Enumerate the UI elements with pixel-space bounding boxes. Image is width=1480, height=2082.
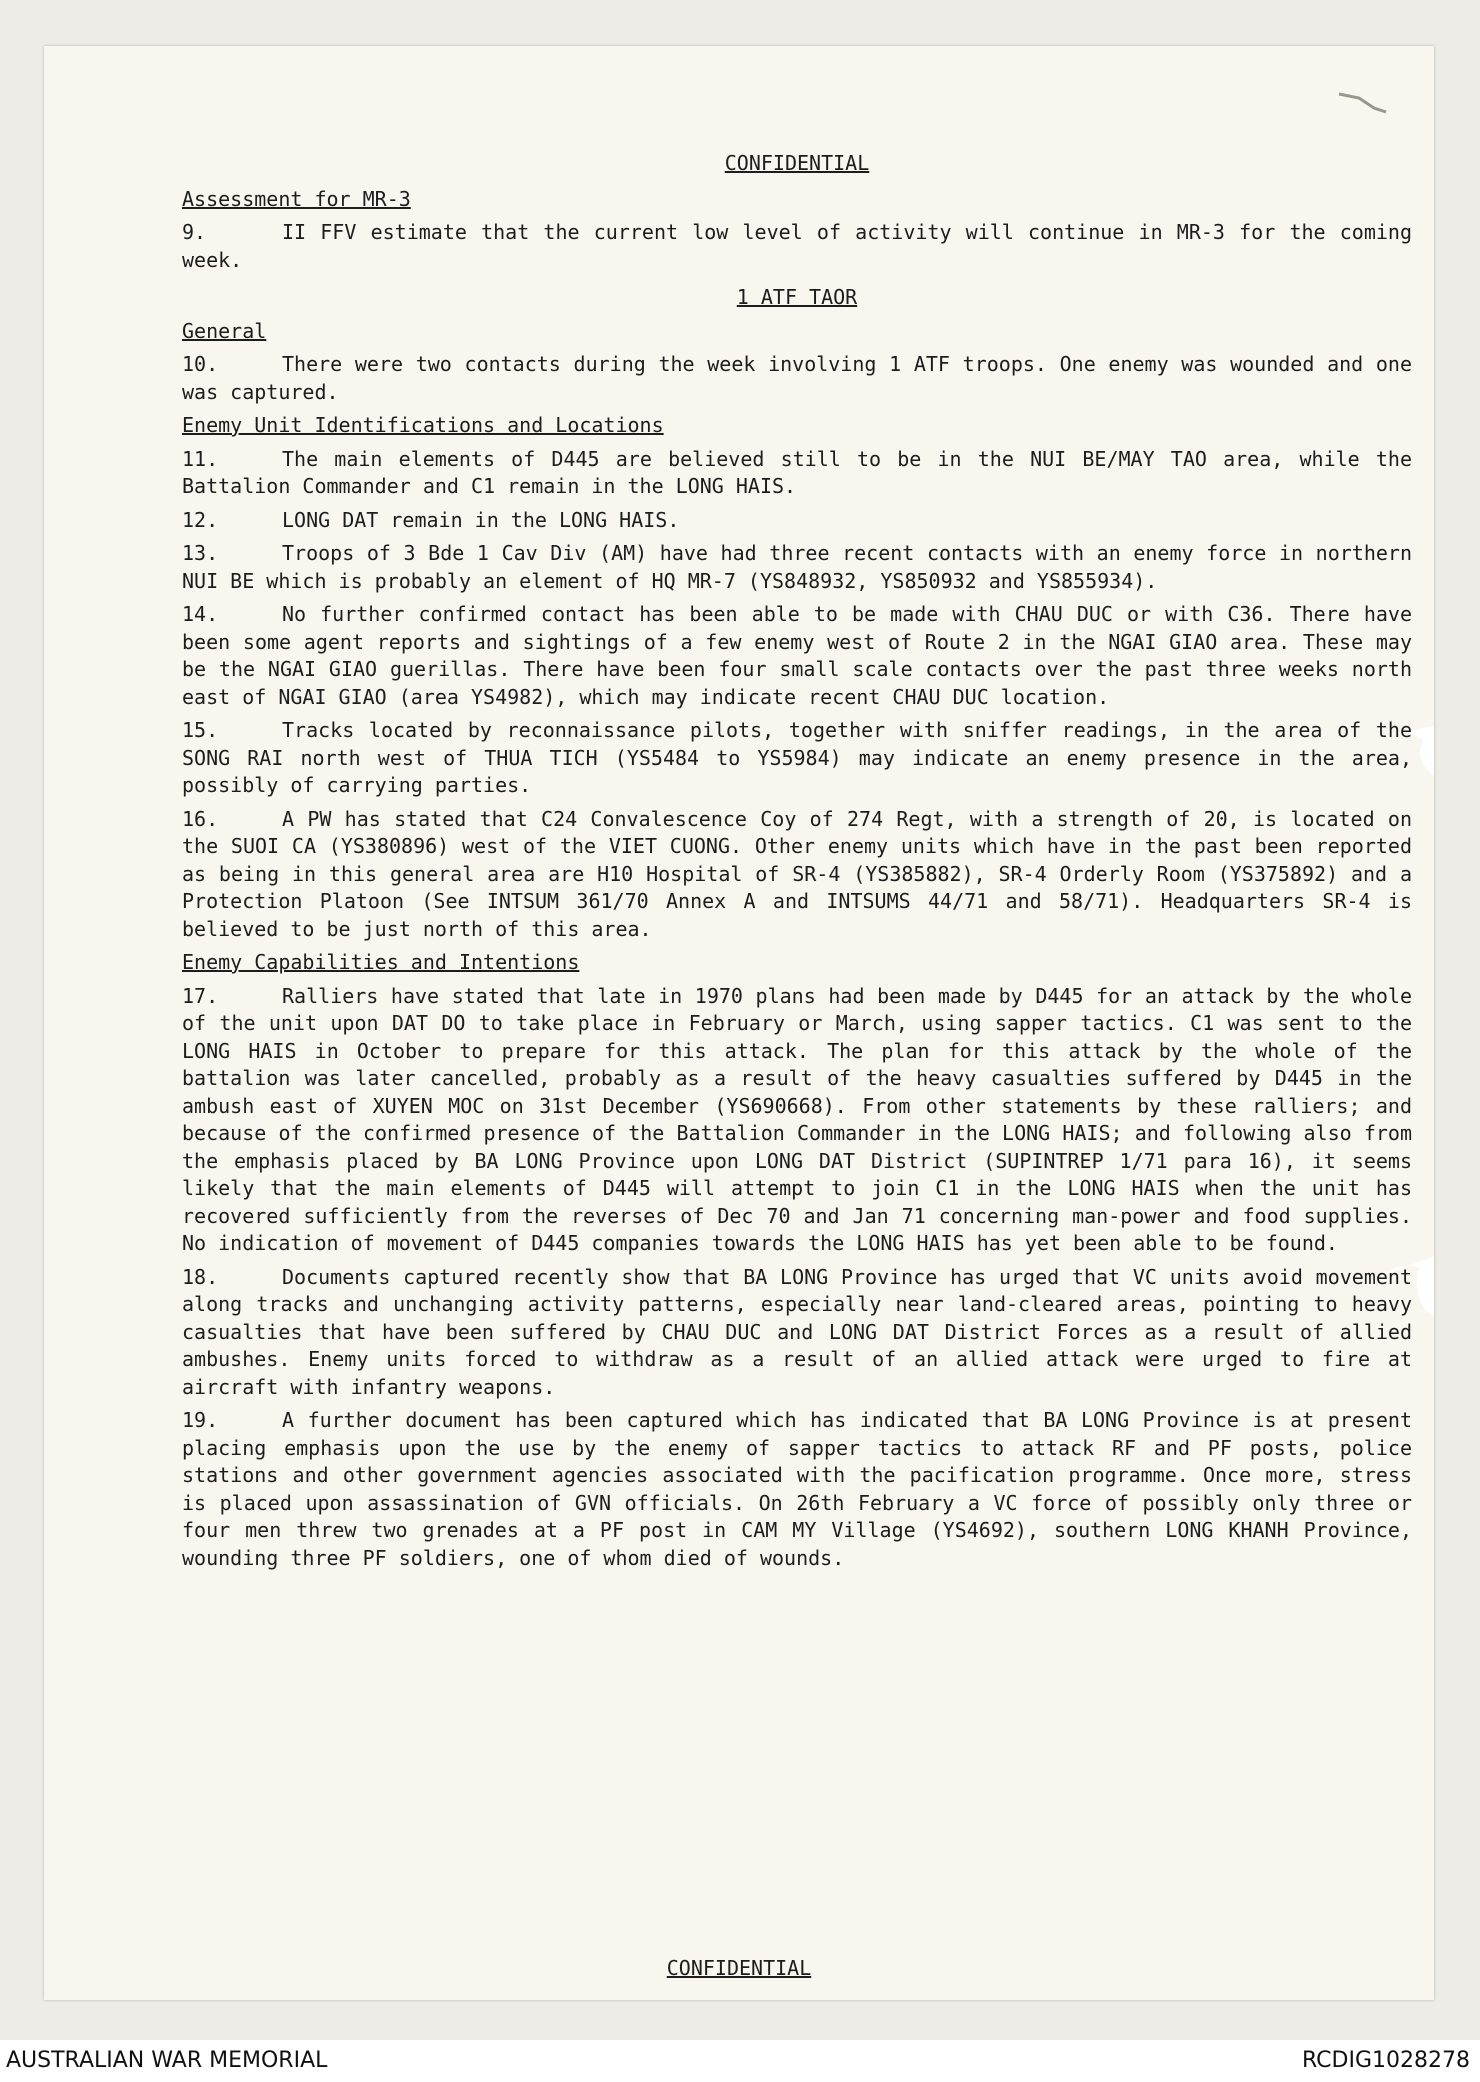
- paragraph-text: There were two contacts during the week involving 1 ATF troops. One enemy was wounded and one was captured.: [182, 352, 1412, 404]
- section-heading: General: [182, 318, 267, 343]
- section-heading: Enemy Unit Identifications and Locations: [182, 413, 664, 437]
- paragraph-text: No further confirmed contact has been able to be made with CHAU DUC or with C36. There have been some agent reports and sightings of a few enemy west of Route 2 in the NGAI GIAO area. These may be the NGAI GIAO guerillas. There have been four small scale contacts over the past three weeks north east of NGAI GIAO (area YS4982), which may indicate recent CHAU DUC location.: [182, 602, 1412, 709]
- document-body: [182, 150, 1412, 1578]
- archive-caption-bar: [0, 2040, 1480, 2082]
- paragraph: [182, 446, 1412, 501]
- paragraph-number: 19.: [182, 1408, 219, 1432]
- paragraph-number: 11.: [182, 446, 219, 471]
- paragraph-number: 13.: [182, 541, 219, 565]
- header-classification: CONFIDENTIAL: [724, 151, 870, 175]
- paragraph: [182, 717, 1412, 800]
- paragraph-text: The main elements of D445 are believed still to be in the NUI BE/MAY TAO area, while the Battalion Commander and C1 remain in the LONG HAIS.: [182, 446, 1412, 498]
- section-heading: Enemy Capabilities and Intentions: [182, 950, 580, 974]
- paragraph: [182, 351, 1412, 406]
- paragraph-text: Tracks located by reconnaissance pilots, together with sniffer readings, in the area of the SONG RAI north west of THUA TICH (YS5484 to YS5984) may indicate an enemy presence in the area, possibly of carrying parties.: [182, 718, 1412, 797]
- paragraph-text: Ralliers have stated that late in 1970 plans had been made by D445 for an attack by the whole of the unit upon DAT DO to take place in February or March, using sapper tactics. C1 was sent to the LONG HAIS in October to prepare for this attack. The plan for this attack by the whole of the battalion was later cancelled, probably as a result of the heavy casualties suffered by D445 in the ambush east of XUYEN MOC on 31st December (YS690668). From other statements by these ralliers; and because of the confirmed presence of the Battalion Commander in the LONG HAIS; and following also from the emphasis placed by BA LONG Province upon LONG DAT District (SUPINTREP 1/71 para 16), it seems likely that the main elements of D445 will attempt to join C1 in the LONG HAIS when the unit has recovered sufficiently from the reverses of Dec 70 and Jan 71 concerning man-power and food supplies. No indication of movement of D445 companies towards the LONG HAIS has yet been able to be found.: [182, 983, 1412, 1255]
- document-page: [44, 46, 1434, 2000]
- paragraph-number: 16.: [182, 806, 219, 831]
- paragraph: [182, 1407, 1412, 1572]
- center-heading: 1 ATF TAOR: [736, 285, 858, 309]
- institution-name: AUSTRALIAN WAR MEMORIAL: [6, 2048, 328, 2073]
- paragraph: [182, 1264, 1412, 1402]
- paragraph-number: 18.: [182, 1264, 219, 1289]
- staple-mark-icon: [1334, 86, 1394, 116]
- paragraph: [182, 507, 1412, 535]
- paragraph-number: 17.: [182, 983, 219, 1008]
- paragraph-number: 10.: [182, 352, 219, 376]
- paragraph: [182, 983, 1412, 1258]
- sections-container: [182, 186, 1412, 1573]
- paragraph-text: A further document has been captured which has indicated that BA LONG Province is at present placing emphasis upon the use by the enemy of sapper tactics to attack RF and PF posts, police stations and other government agencies associated with the pacification programme. Once more, stress is placed upon assassination of GVN officials. On 26th February a VC force of possibly only three or four men threw two grenades at a PF post in CAM MY Village (YS4692), southern LONG KHANH Province, wounding three PF soldiers, one of whom died of wounds.: [182, 1408, 1412, 1570]
- paragraph-number: 9.: [182, 220, 207, 244]
- paragraph-text: LONG DAT remain in the LONG HAIS.: [282, 507, 680, 532]
- paragraph-number: 14.: [182, 602, 219, 626]
- section-heading: Assessment for MR-3: [182, 186, 411, 211]
- paragraph: [182, 219, 1412, 274]
- paragraph-text: II FFV estimate that the current low level of activity will continue in MR-3 for the coming week.: [182, 220, 1412, 272]
- paragraph-text: Documents captured recently show that BA LONG Province has urged that VC units avoid movement along tracks and unchanging activity patterns, especially near land-cleared areas, pointing to heavy casualties that have been suffered by CHAU DUC and LONG DAT District Forces as a result of allied ambushes. Enemy units forced to withdraw as a result of an allied attack were urged to fire at aircraft with infantry weapons.: [182, 1264, 1412, 1399]
- archive-reference: RCDIG1028278: [1301, 2048, 1470, 2073]
- paragraph: [182, 540, 1412, 595]
- paragraph: [182, 601, 1412, 711]
- paragraph: [182, 806, 1412, 944]
- paragraph-number: 15.: [182, 718, 219, 742]
- paragraph-text: A PW has stated that C24 Convalescence Coy of 274 Regt, with a strength of 20, is located on the SUOI CA (YS380896) west of the VIET CUONG. Other enemy units which have in the past been reported as being in this general area are H10 Hospital of SR-4 (YS385882), SR-4 Orderly Room (YS375892) and a Protection Platoon (See INTSUM 361/70 Annex A and INTSUMS 44/71 and 58/71). Headquarters SR-4 is believed to be just north of this area.: [182, 806, 1412, 941]
- paragraph-number: 12.: [182, 507, 219, 532]
- paragraph-text: Troops of 3 Bde 1 Cav Div (AM) have had three recent contacts with an enemy force in northern NUI BE which is probably an element of HQ MR-7 (YS848932, YS850932 and YS855934).: [182, 541, 1412, 593]
- footer-classification: CONFIDENTIAL: [666, 1956, 812, 1980]
